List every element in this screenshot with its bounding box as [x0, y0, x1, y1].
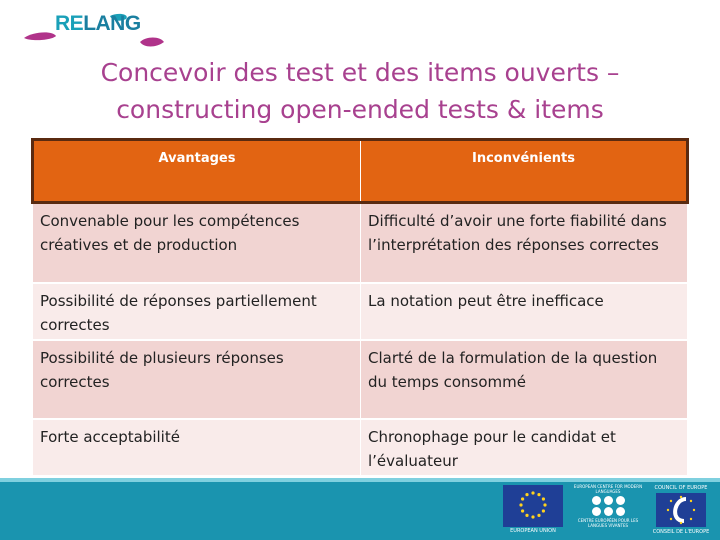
disadvantage-cell: Difficulté d’avoir une forte fiabilité dans l’interprétation des réponses correctes — [361, 203, 688, 283]
ecml-logo — [573, 484, 643, 536]
title-line-1: Concevoir des test et des items ouverts – — [100, 58, 620, 87]
disadvantage-cell: Chronophage pour le candidat et l’évaluateur — [361, 419, 688, 476]
logo-text-lang: LANG — [83, 12, 141, 35]
ecml-caption-fr: CENTRE EUROPÉEN POUR LES LANGUES VIVANTES — [577, 518, 639, 528]
coe-caption-en: COUNCIL OF EUROPE — [654, 485, 708, 491]
disadvantage-cell: La notation peut être inefficace — [361, 283, 688, 340]
disadvantage-cell: Clarté de la formulation de la question du temps consommé — [361, 340, 688, 419]
advantage-cell: Forte acceptabilité — [33, 419, 361, 476]
footer-stripe — [0, 478, 720, 482]
table-row — [33, 340, 688, 419]
table-row — [33, 203, 688, 283]
table-row — [33, 419, 688, 476]
advantage-cell: Possibilité de réponses partiellement correctes — [33, 283, 361, 340]
ecml-dots-icon-2 — [573, 507, 643, 516]
header-avantages: Avantages — [33, 140, 361, 203]
table-header-row — [33, 140, 688, 203]
coe-flag-icon — [656, 493, 706, 527]
header-inconvenients: Inconvénients — [361, 140, 688, 203]
advantage-cell: Convenable pour les compétences créatives et de production — [33, 203, 361, 283]
council-of-europe-logo — [652, 485, 710, 537]
ecml-caption-en: EUROPEAN CENTRE FOR MODERN LANGUAGES — [573, 484, 643, 494]
coe-caption-fr: CONSEIL DE L'EUROPE — [652, 529, 710, 535]
logo-text-re: RE — [55, 12, 84, 35]
title-line-2: constructing open-ended tests & items — [116, 95, 604, 124]
table-row — [33, 283, 688, 340]
ecml-dots-icon — [573, 496, 643, 505]
advantage-cell: Possibilité de plusieurs réponses correctes — [33, 340, 361, 419]
eu-flag-icon — [503, 485, 563, 527]
page-title — [0, 54, 720, 128]
pros-cons-table — [31, 138, 689, 476]
eu-caption: EUROPEAN UNION — [510, 528, 556, 534]
